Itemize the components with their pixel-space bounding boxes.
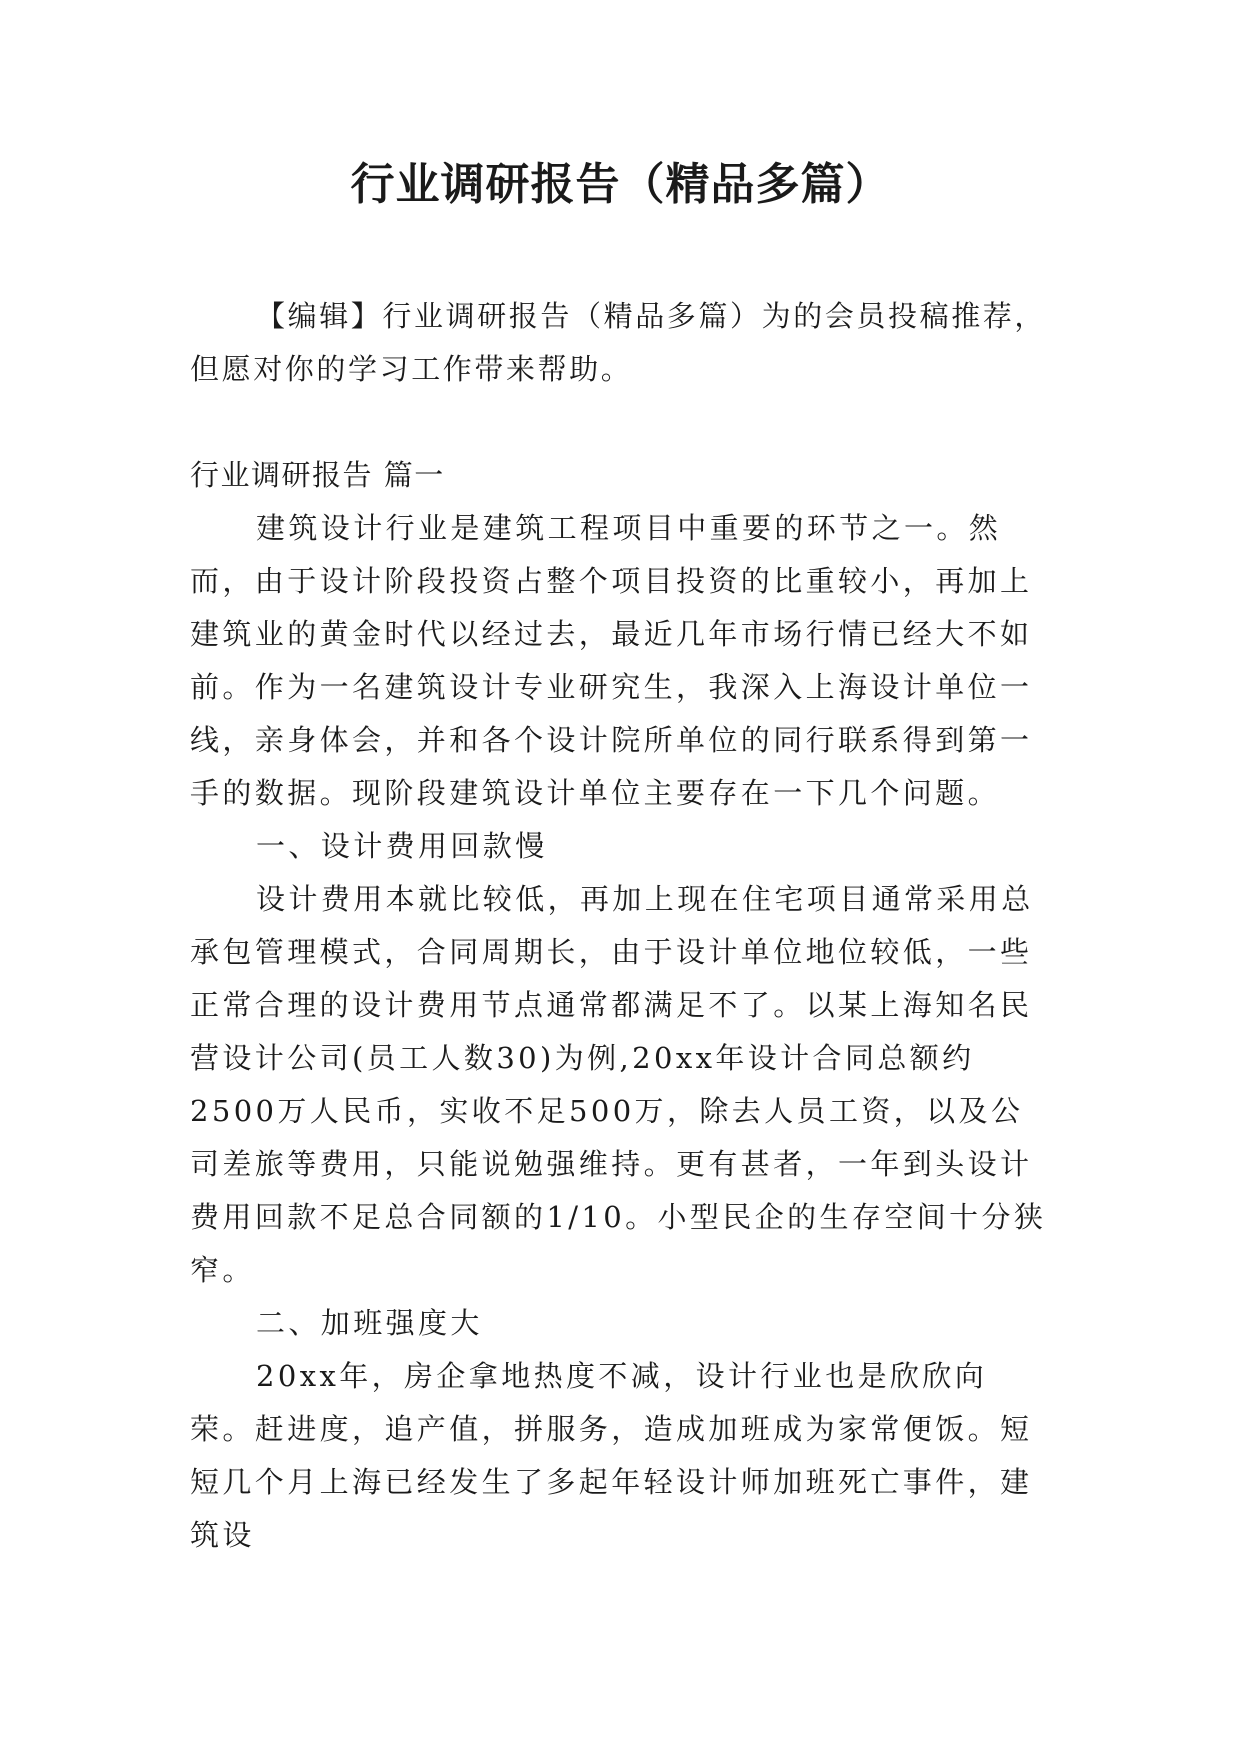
paragraph: 20xx年，房企拿地热度不减，设计行业也是欣欣向荣。赶进度，追产值，拼服务，造成加班成为家常便饭。短短几个月上海已经发生了多起年轻设计师加班死亡事件，建筑设 xyxy=(190,1359,1033,1552)
intro-paragraph: 【编辑】行业调研报告（精品多篇）为的会员投稿推荐，但愿对你的学习工作带来帮助。 xyxy=(190,299,1047,386)
paragraph: 建筑设计行业是建筑工程项目中重要的环节之一。然而，由于设计阶段投资占整个项目投资的比重较小，再加上建筑业的黄金时代以经过去，最近几年市场行情已经大不如前。作为一名建筑设计专业研究生，我深入上海设计单位一线，亲身体会，并和各个设计院所单位的同行联系得到第一手的数据。现阶段建筑设计单位主要存在一下几个问题。 xyxy=(190,511,1033,810)
document-title: 行业调研报告（精品多篇） xyxy=(350,159,891,210)
subheading: 一、设计费用回款慢 xyxy=(256,829,548,863)
section-heading: 行业调研报告 篇一 xyxy=(190,458,445,492)
paragraph: 设计费用本就比较低，再加上现在住宅项目通常采用总承包管理模式，合同周期长，由于设计单位地位较低，一些正常合理的设计费用节点通常都满足不了。以某上海知名民营设计公司(员工人数30)为例,20xx年设计合同总额约2500万人民币，实收不足500万，除去人员工资，以及公司差旅等费用，只能说勉强维持。更有甚者，一年到头设计费用回款不足总合同额的1/10。小型民企的生存空间十分狭窄。 xyxy=(190,882,1047,1287)
document-body xyxy=(190,290,1050,1562)
subheading: 二、加班强度大 xyxy=(256,1306,483,1340)
